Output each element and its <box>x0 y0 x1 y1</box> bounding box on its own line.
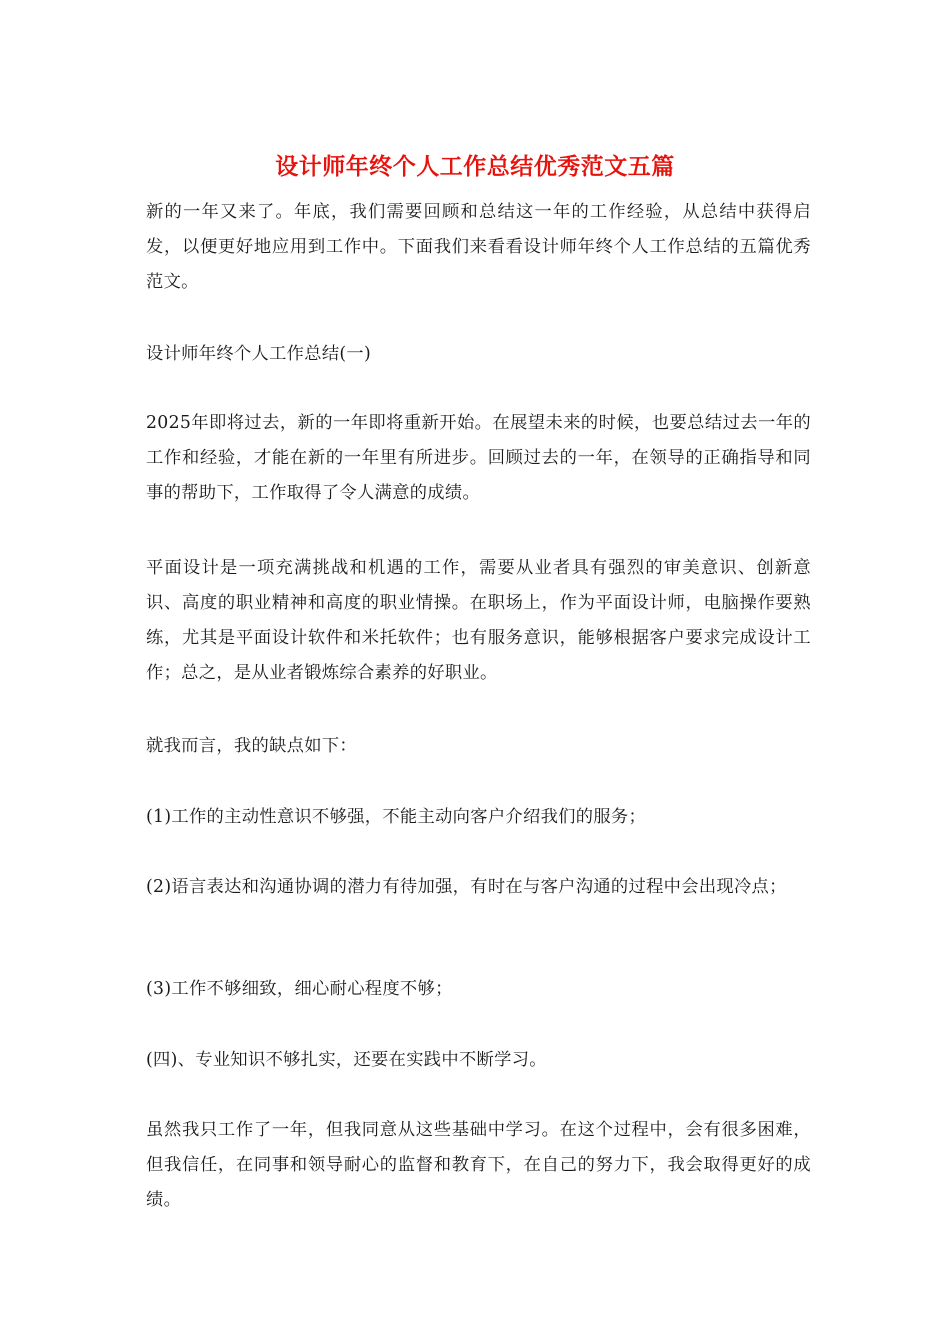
section-heading <box>146 337 811 372</box>
paragraph-3-text: 就我而言，我的缺点如下： <box>146 736 357 756</box>
list-item <box>146 1043 811 1078</box>
list-item-4-text: (四)、专业知识不够扎实，还要在实践中不断学习。 <box>146 1050 547 1070</box>
paragraph-1 <box>146 406 811 511</box>
list-item <box>146 972 811 1007</box>
paragraph-2 <box>146 551 811 691</box>
paragraph-3 <box>146 729 811 764</box>
intro-text: 新的一年又来了。年底，我们需要回顾和总结这一年的工作经验，从总结中获得启发，以便更好地应用到工作中。下面我们来看看设计师年终个人工作总结的五篇优秀范文。 <box>146 202 811 292</box>
list-item-1-text: (1)工作的主动性意识不够强，不能主动向客户介绍我们的服务； <box>146 807 647 827</box>
section-heading-text: 设计师年终个人工作总结(一) <box>146 344 372 364</box>
document-title: 设计师年终个人工作总结优秀范文五篇 <box>275 153 675 180</box>
paragraph-1-text: 2025年即将过去，新的一年即将重新开始。在展望未来的时候，也要总结过去一年的工作和经验，才能在新的一年里有所进步。回顾过去的一年，在领导的正确指导和同事的帮助下，工作取得了令人满意的成绩。 <box>146 413 811 503</box>
intro-paragraph <box>146 195 811 300</box>
list-item <box>146 870 811 905</box>
paragraph-4-text: 虽然我只工作了一年，但我同意从这些基础中学习。在这个过程中，会有很多困难，但我信任，在同事和领导耐心的监督和教育下，在自己的努力下，我会取得更好的成绩。 <box>146 1120 811 1210</box>
list-item-2-text: (2)语言表达和沟通协调的潜力有待加强，有时在与客户沟通的过程中会出现冷点； <box>146 877 787 897</box>
list-item <box>146 800 811 835</box>
paragraph-4 <box>146 1113 811 1218</box>
paragraph-2-text: 平面设计是一项充满挑战和机遇的工作，需要从业者具有强烈的审美意识、创新意识、高度的职业精神和高度的职业情操。在职场上，作为平面设计师，电脑操作要熟练，尤其是平面设计软件和米托软件；也有服务意识，能够根据客户要求完成设计工作；总之，是从业者锻炼综合素养的好职业。 <box>146 558 811 683</box>
list-item-3-text: (3)工作不够细致，细心耐心程度不够； <box>146 979 453 999</box>
